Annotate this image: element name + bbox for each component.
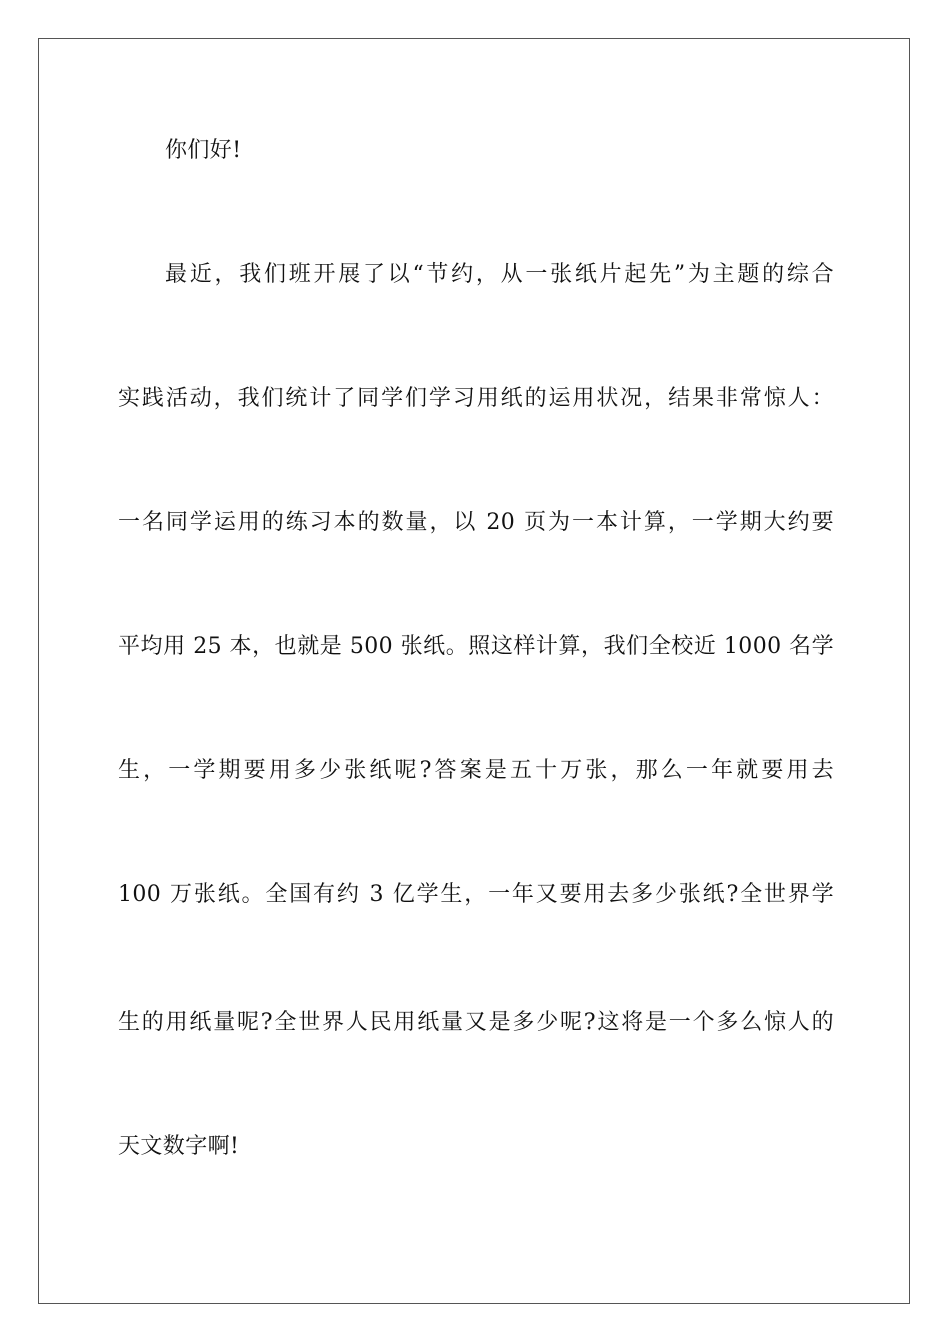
paragraph-line-2: 实践活动，我们统计了同学们学习用纸的运用状况，结果非常惊人： [118,386,834,411]
greeting-line: 你们好! [165,138,242,163]
paragraph-line-1: 最近，我们班开展了以“节约，从一张纸片起先”为主题的综合 [165,262,834,287]
paragraph-line-8: 天文数字啊! [118,1134,240,1159]
paragraph-line-6: 100 万张纸。全国有约 3 亿学生，一年又要用去多少张纸?全世界学 [118,882,834,907]
paragraph-line-5: 生，一学期要用多少张纸呢?答案是五十万张，那么一年就要用去 [118,758,834,783]
paragraph-line-7: 生的用纸量呢?全世界人民用纸量又是多少呢?这将是一个多么惊人的 [118,1010,834,1035]
paragraph-line-4: 平均用 25 本，也就是 500 张纸。照这样计算，我们全校近 1000 名学 [118,634,834,659]
page-border [38,38,910,1304]
paragraph-line-3: 一名同学运用的练习本的数量，以 20 页为一本计算，一学期大约要 [118,510,834,535]
